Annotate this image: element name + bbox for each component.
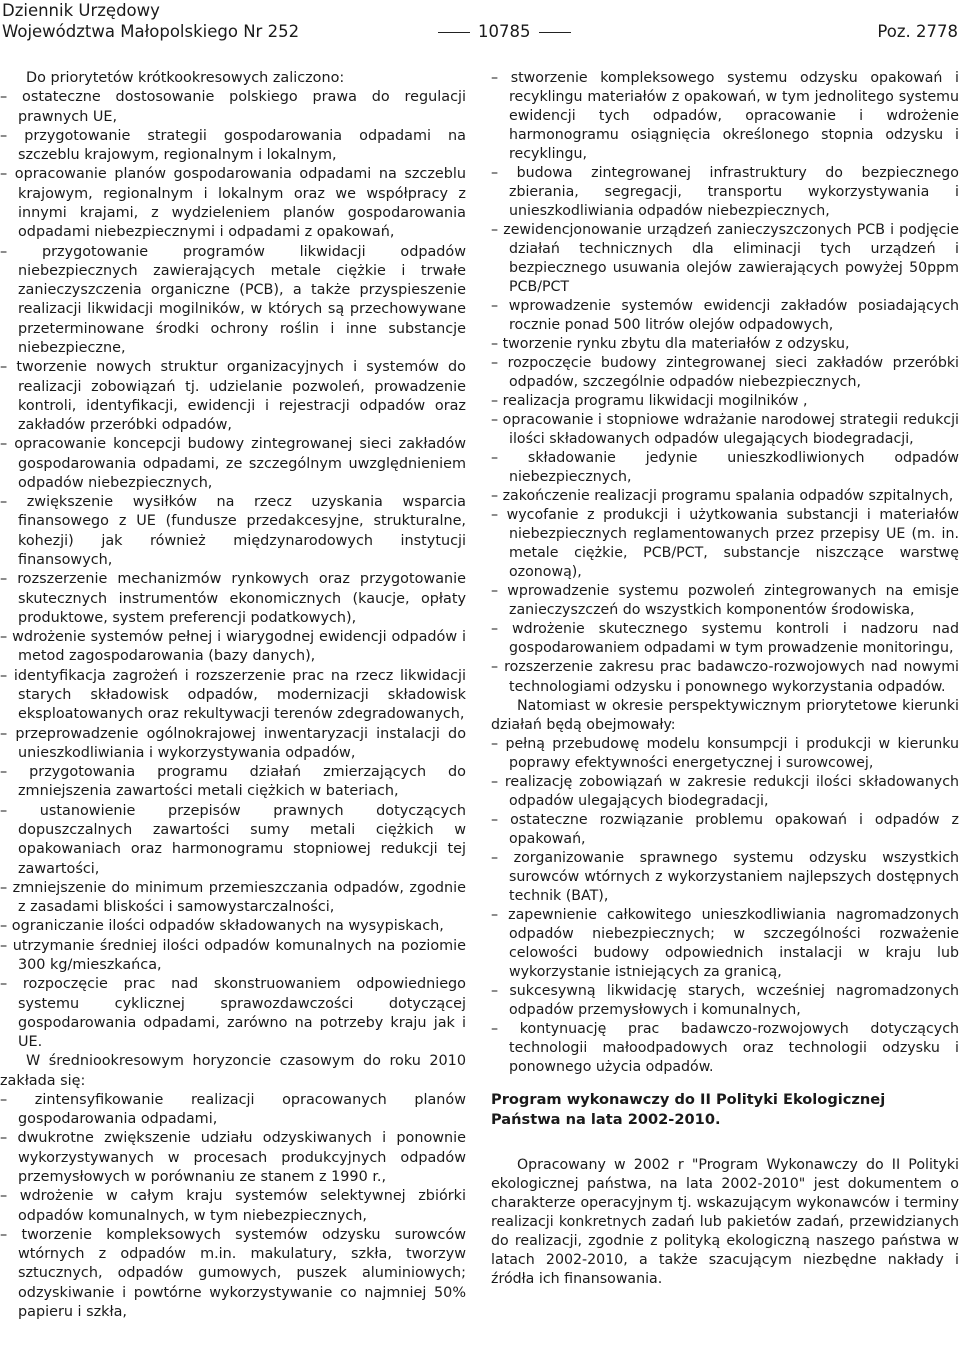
program-paragraph: Opracowany w 2002 r "Program Wykonawczy do II Polityki ekologicznej państwa, na lata 2002-2010" jest dokumentem o charakterze operacyjnym tj. wskazującym wykonawców i terminy realizacji konkretnych zadań lub pakietów zadań, przewidzianych do realizacji, zgodnie z polityką ekologiczną naszego państwa w latach 2002-2010, a także szacującym niezbędne nakłady i źródła ich finansowania.: [491, 1156, 959, 1287]
list-item: – ostateczne rozwiązanie problemu opakowań i odpadów z opakowań,: [491, 811, 959, 847]
list-item: – opracowanie planów gospodarowania odpadami na szczeblu krajowym, regionalnym i lokalnym oraz we współpracy z innymi krajami, z wydzieleniem planów gospodarowania odpadami niebezpiecznymi i odpadami z opakowań,: [0, 166, 466, 241]
list-item: – identyfikacja zagrożeń i rozszerzenie prac na rzecz likwidacji starych składowisk odpadów, modernizacji składowisk eksploatowanych oraz rekultywacji terenów zdegradowanych,: [0, 667, 466, 723]
right-column: [491, 69, 959, 1289]
journal-issue: Województwa Małopolskiego Nr 252: [2, 22, 300, 41]
page-number-text: 10785: [478, 22, 531, 41]
list-item: – zmniejszenie do minimum przemieszczania odpadów, zgodnie z zasadami bliskości i samowystarczalności,: [0, 879, 466, 916]
list-item: – zwiększenie wysiłków na rzecz uzyskania wsparcia finansowego z UE (fundusze przedakcesyjne, strukturalne, kohezji) jak również międzynarodowych instytucji finansowych,: [0, 494, 466, 569]
list-item: – wycofanie z produkcji i użytkowania substancji i materiałów niebezpiecznych reglamentowanych przez przepisy UE (m. in. metale ciężkie, PCB/PCT, substancje niszczące warstwę ozonową),: [491, 507, 959, 581]
list-item: – tworzenie rynku zbytu dla materiałów z odzysku,: [491, 336, 850, 353]
list-item: – opracowanie koncepcji budowy zintegrowanej sieci zakładów gospodarowania odpadami, ze szczególnym uwzględnieniem odpadów niebezpiecznych,: [0, 436, 466, 491]
medium-term-list: [0, 1091, 466, 1322]
list-item: – tworzenie kompleksowych systemów odzysku surowców wtórnych z odpadów m.in. makulatury, szkła, tworzyw sztucznych, odpadów gumowych, puszek aluminiowych; odzyskiwanie i powtórne wykorzystywanie co najmniej 50% papieru i szkła,: [0, 1226, 466, 1320]
list-item: – sukcesywną likwidację starych, wcześniej nagromadzonych odpadów przemysłowych i komunalnych,: [491, 982, 959, 1018]
list-item: – przygotowanie programów likwidacji odpadów niebezpiecznych zawierających metale ciężkie i trwałe zanieczyszczenia organiczne (PCB), a także przyspieszenie realizacji likwidacji mogilników, w których są przechowywane przeterminowane środki ochrony roślin i inne substancje niebezpieczne,: [0, 243, 466, 356]
list-item: – przygotowanie strategii gospodarowania odpadami na szczeblu krajowym, regionalnym i lokalnym,: [0, 127, 466, 164]
list-item: – rozpoczęcie prac nad skonstruowaniem odpowiedniego systemu cyklicznej sprawozdawczości dotyczącej gospodarowania odpadami, zarówno na potrzeby kraju jak i UE.: [0, 976, 466, 1051]
list-item: – rozszerzenie zakresu prac badawczo-rozwojowych nad nowymi technologiami odzysku i ponownego wykorzystania odpadów.: [491, 659, 959, 695]
list-item: – zewidencjonowanie urządzeń zanieczyszczonych PCB i podjęcie działań technicznych dla eliminacji tych urządzeń i bezpiecznego usuwania olejów zawierających powyżej 50ppm PCB/PCT: [491, 222, 959, 296]
left-column: [0, 69, 466, 1322]
list-item: – przygotowania programu działań zmierzających do zmniejszenia zawartości metali ciężkich w bateriach,: [0, 764, 466, 800]
list-item: – przeprowadzenie ogólnokrajowej inwentaryzacji instalacji do unieszkodliwiania i wykorzystywania odpadów,: [0, 725, 466, 761]
list-item: – ostateczne dostosowanie polskiego prawa do regulacji prawnych UE,: [0, 89, 466, 125]
medium-term-list-continued: [491, 69, 959, 697]
list-item: – rozszerzenie mechanizmów rynkowych oraz przygotowanie skutecznych instrumentów ekonomicznych (kaucje, opłaty produktowe, system preferencji podatkowych),: [0, 571, 466, 626]
list-item: – zakończenie realizacji programu spalania odpadów szpitalnych,: [491, 488, 954, 505]
list-item: – zorganizowanie sprawnego systemu odzysku wszystkich surowców wtórnych z wykorzystaniem najlepszych dostępnych technik (BAT),: [491, 849, 959, 904]
medium-term-intro: W średniookresowym horyzoncie czasowym do roku 2010 zakłada się:: [0, 1053, 466, 1089]
list-item: – dwukrotne zwiększenie udziału odzyskiwanych i ponownie wykorzystywanych w procesach produkcyjnych odpadów przemysłowych w porównaniu ze stanem z 1990 r.,: [0, 1130, 466, 1186]
list-item: – składowanie jedynie unieszkodliwionych odpadów niebezpiecznych,: [491, 450, 959, 486]
section-heading: Program wykonawczy do II Polityki Ekologicznej Państwa na lata 2002-2010.: [491, 1090, 886, 1128]
list-item: – rozpoczęcie budowy zintegrowanej sieci zakładów przeróbki odpadów, szczególnie odpadów niebezpiecznych,: [491, 355, 959, 391]
list-item: – wdrożenie skutecznego systemu kontroli i nadzoru nad gospodarowaniem odpadami w tym prowadzenie monitoringu,: [491, 621, 959, 657]
list-item: – stworzenie kompleksowego systemu odzysku opakowań i recyklingu materiałów z opakowań, w tym jednolitego systemu ewidencji tych odpadów, opracowanie i wdrożenie harmonogramu osiągnięcia określonego stopnia odzysku i recyklingu,: [491, 70, 959, 163]
long-term-intro: Natomiast w okresie perspektywicznym priorytetowe kierunki działań będą obejmowały:: [491, 697, 959, 733]
list-item: – utrzymanie średniej ilości odpadów komunalnych na poziomie 300 kg/mieszkańca,: [0, 937, 466, 973]
short-term-intro: Do priorytetów krótkookresowych zaliczono:: [26, 70, 345, 86]
list-item: – zapewnienie całkowitego unieszkodliwiania nagromadzonych odpadów niebezpiecznych; w szczególności rozważenie celowości budowy odpowiednich instalacji w kraju lub wykorzystanie istniejących za granicą,: [491, 906, 959, 980]
list-item: – ograniczanie ilości odpadów składowanych na wysypiskach,: [0, 918, 444, 935]
list-item: – wprowadzenie systemu pozwoleń zintegrowanych na emisje zanieczyszczeń do wszystkich komponentów środowiska,: [491, 583, 959, 619]
page-number: [430, 22, 579, 42]
list-item: – wdrożenie w całym kraju systemów selektywnej zbiórki odpadów komunalnych, w tym niebezpiecznych,: [0, 1188, 466, 1224]
list-item: – realizację zobowiązań w zakresie redukcji ilości składowanych odpadów ulegających biodegradacji,: [491, 773, 959, 809]
list-item: – wprowadzenie systemów ewidencji zakładów posiadających rocznie ponad 500 litrów olejów odpadowych,: [491, 298, 959, 334]
list-item: – budowa zintegrowanej infrastruktury do bezpiecznego zbierania, segregacji, transportu wykorzystywania i unieszkodliwiania odpadów niebezpiecznych,: [491, 165, 959, 220]
long-term-list: [491, 735, 959, 1077]
list-item: – wdrożenie systemów pełnej i wiarygodnej ewidencji odpadów i metod zagospodarowania (bazy danych),: [0, 629, 466, 665]
journal-title: Dziennik Urzędowy: [2, 1, 160, 20]
list-item: – ustanowienie przepisów prawnych dotyczących dopuszczalnych zawartości sumy metali ciężkich w opakowaniach oraz harmonogramu stopniowej redukcji tej zawartości,: [0, 802, 466, 877]
list-item: – pełną przebudowę modelu konsumpcji i produkcji w kierunku poprawy efektywności energetycznej i surowcowej,: [491, 735, 959, 771]
position-number: Poz. 2778: [877, 22, 958, 41]
list-item: – zintensyfikowanie realizacji opracowanych planów gospodarowania odpadami,: [0, 1091, 466, 1128]
list-item: – opracowanie i stopniowe wdrażanie narodowej strategii redukcji ilości składowanych odpadów ulegających biodegradacji,: [491, 412, 959, 448]
list-item: – kontynuację prac badawczo-rozwojowych dotyczących technologii małoodpadowych oraz technologii odzysku i ponownego użycia odpadów.: [491, 1020, 959, 1075]
page-header: [0, 0, 960, 44]
list-item: – tworzenie nowych struktur organizacyjnych i systemów do realizacji zobowiązań tj. udzielanie pozwoleń, prowadzenie kontroli, identyfikacji, ewidencji i rejestracji odpadów oraz zakładów przeróbki odpadów,: [0, 359, 466, 434]
list-item: – realizacja programu likwidacji mogilników ,: [491, 393, 808, 410]
short-term-list: [0, 88, 466, 1052]
